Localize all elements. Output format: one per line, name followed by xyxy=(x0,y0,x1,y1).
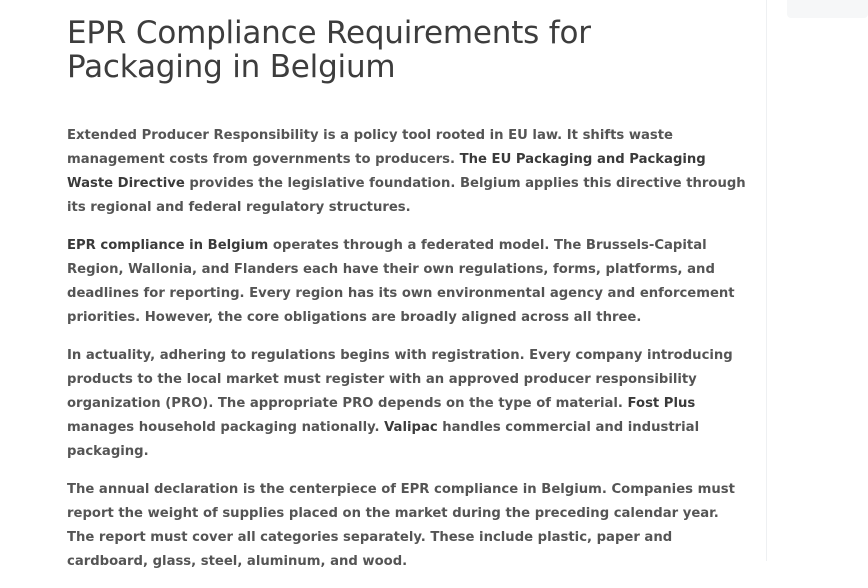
article xyxy=(67,16,747,588)
paragraph-federated-model xyxy=(67,234,747,330)
text-span: manages household packaging nationally. xyxy=(67,420,385,435)
paragraph-registration xyxy=(67,344,747,464)
text-span: In actuality, adhering to regulations begins with registration. Every company introducing products to the local market must register with an approved producer responsibility organization (PRO). The appropriate PRO depends on the type of material. xyxy=(67,348,733,411)
sidebar-panel xyxy=(787,0,868,18)
text-span: provides the legislative foundation. Belgium applies this directive through its regional and federal regulatory structures. xyxy=(67,176,746,215)
text-span: The annual declaration is the centerpiece of EPR compliance in Belgium. Companies must report the weight of supplies placed on the market during the preceding calendar year. The report must cover all categories separately. These include plastic, paper and cardboard, glass, steel, aluminum, and wood. xyxy=(67,482,735,569)
paragraph-intro xyxy=(67,124,747,220)
paragraph-annual-declaration xyxy=(67,478,747,574)
article-title: EPR Compliance Requirements for Packaging in Belgium xyxy=(67,15,591,85)
emphasis-fost-plus: Fost Plus xyxy=(627,396,696,411)
text-span: operates through a federated model. The Brussels-Capital Region, Wallonia, and Flanders each have their own regulations, forms, platforms, and deadlines for reporting. Every region has its own environmental agency and enforcement priorities. However, the core obligations are broadly aligned across all three. xyxy=(67,238,735,325)
text-span: Extended Producer Responsibility is a policy tool rooted in EU law. It shifts waste management costs from governments to producers. xyxy=(67,128,673,167)
article-body xyxy=(67,124,747,574)
emphasis-eu-directive: The EU Packaging and Packaging Waste Directive xyxy=(67,152,706,191)
emphasis-epr-compliance: EPR compliance in Belgium xyxy=(67,238,269,253)
sidebar-divider xyxy=(766,0,767,561)
emphasis-valipac: Valipac xyxy=(384,420,438,435)
text-span: handles commercial and industrial packaging. xyxy=(67,420,700,459)
